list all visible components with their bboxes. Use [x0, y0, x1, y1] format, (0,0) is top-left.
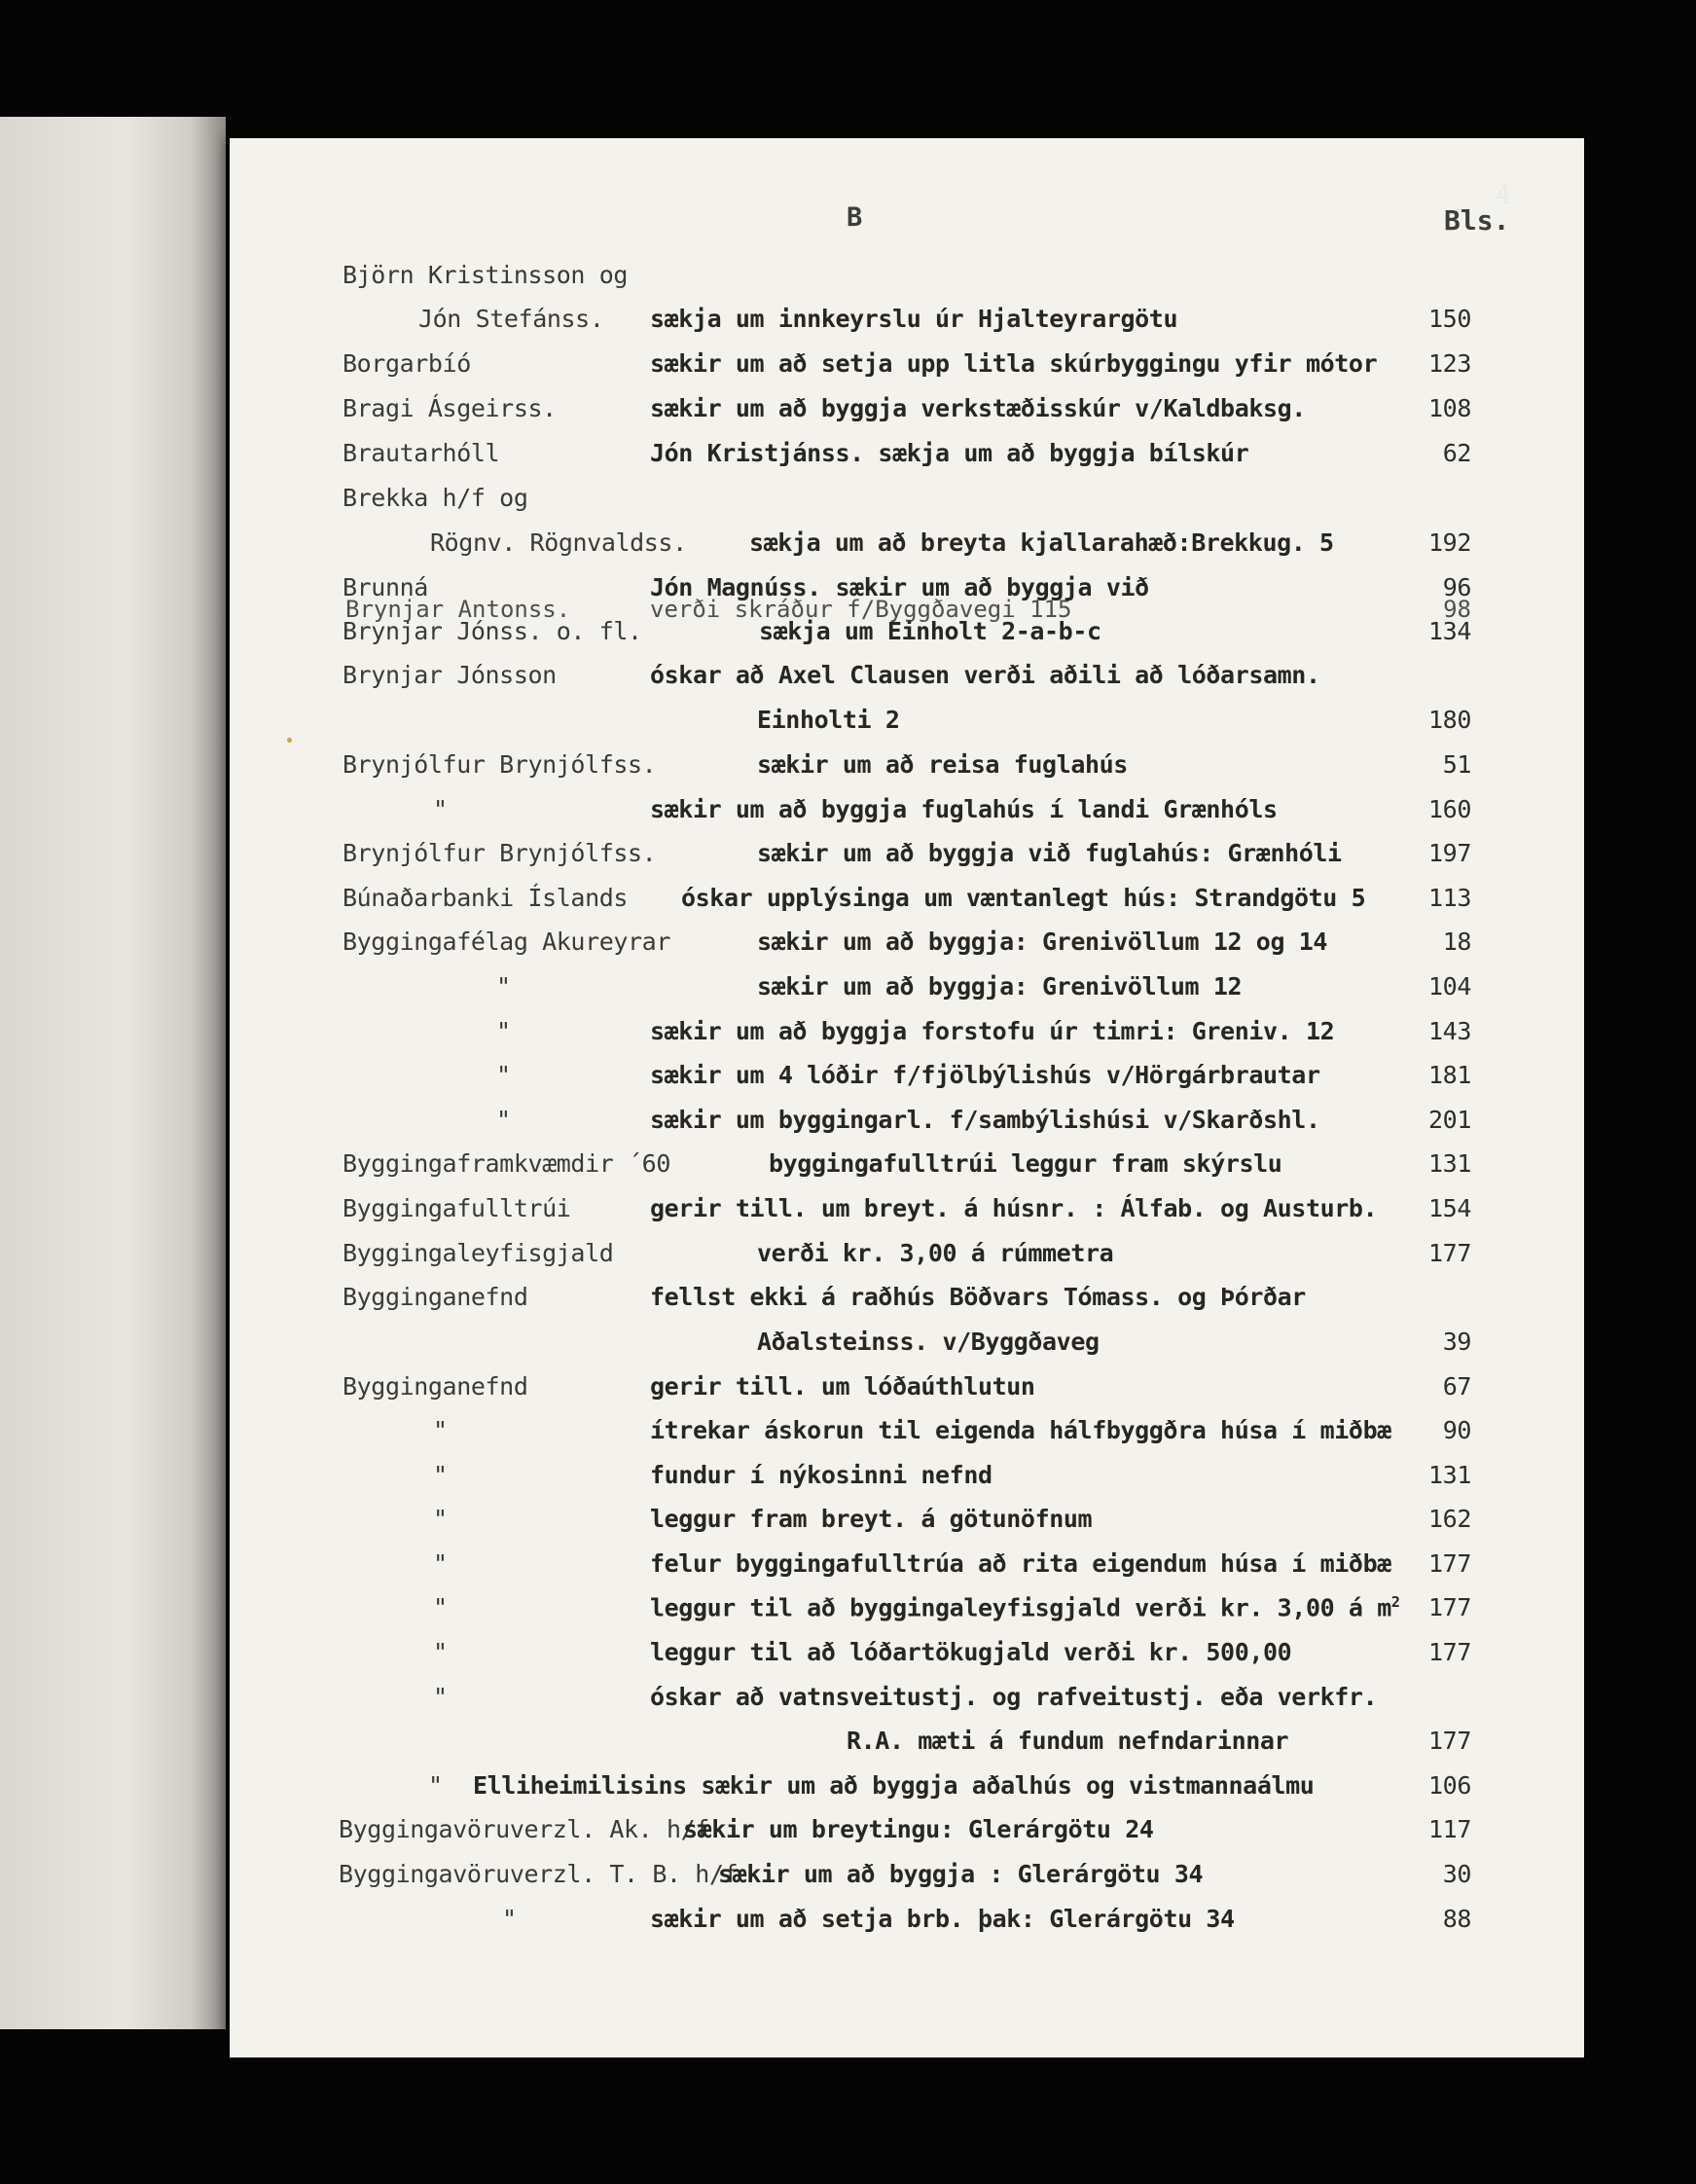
index-entry — [0, 1683, 1696, 1722]
entry-name: Byggingafulltrúi — [343, 1194, 571, 1222]
entry-page-number: 181 — [1428, 1061, 1471, 1089]
index-entry — [0, 1593, 1696, 1632]
entry-name: Borgarbíó — [343, 349, 471, 378]
index-entry — [0, 305, 1696, 344]
index-entry — [0, 750, 1696, 789]
page-number: 4 — [1496, 181, 1512, 210]
index-entry — [0, 706, 1696, 745]
entry-page-number: 104 — [1428, 972, 1471, 1001]
entry-page-number: 88 — [1442, 1905, 1471, 1933]
superscript-two: 2 — [1390, 1593, 1400, 1611]
entry-description: sækir um að byggja: Grenivöllum 12 og 14 — [757, 928, 1328, 956]
entry-name: " — [502, 1905, 517, 1933]
entry-name: Byggingaleyfisgjald — [343, 1239, 614, 1267]
entry-description: óskar upplýsinga um væntanlegt hús: Strandgötu 5 — [681, 884, 1366, 912]
entry-description: sækir um að byggja forstofu úr timri: Greniv. 12 — [650, 1017, 1335, 1045]
index-entry — [0, 1283, 1696, 1322]
index-entry — [0, 394, 1696, 433]
index-entry — [0, 439, 1696, 478]
entry-name: " — [433, 1593, 448, 1621]
entry-description: óskar að Axel Clausen verði aðili að lóðarsamn. — [650, 661, 1320, 689]
entry-name: " — [496, 1017, 511, 1045]
entry-name: " — [433, 1638, 448, 1666]
index-entry — [0, 661, 1696, 700]
entry-description: byggingafulltrúi leggur fram skýrslu — [769, 1149, 1282, 1178]
entry-page-number: 96 — [1442, 573, 1471, 601]
index-entry — [0, 972, 1696, 1011]
index-entry — [0, 1061, 1696, 1100]
entry-page-number: 106 — [1428, 1771, 1471, 1800]
entry-description: Elliheimilisins sækir um að byggja aðalhús og vistmannaálmu — [473, 1771, 1315, 1800]
index-entry — [0, 484, 1696, 523]
entry-name: " — [433, 1416, 448, 1444]
entry-name: " — [496, 972, 511, 1001]
entry-description: Aðalsteinss. v/Byggðaveg — [757, 1328, 1100, 1356]
entry-description: fundur í nýkosinni nefnd — [650, 1461, 992, 1489]
entry-description: sækir um að byggja verkstæðisskúr v/Kaldbaksg. — [650, 394, 1306, 422]
entry-description: gerir till. um lóðaúthlutun — [650, 1372, 1035, 1401]
entry-name: Bygginganefnd — [343, 1283, 528, 1311]
index-entry — [0, 928, 1696, 966]
entry-description: ítrekar áskorun til eigenda hálfbyggðra húsa í miðbæ — [650, 1416, 1391, 1444]
overlay-name: Brynjar Antonss. — [345, 596, 571, 623]
entry-page-number: 177 — [1428, 1638, 1471, 1666]
index-entry — [0, 1638, 1696, 1677]
entry-description: óskar að vatnsveitustj. og rafveitustj. eða verkfr. — [650, 1683, 1378, 1711]
index-entry — [0, 261, 1696, 300]
entry-name: Bygginganefnd — [343, 1372, 528, 1401]
entry-description: sækir um að byggja : Glerárgötu 34 — [718, 1860, 1204, 1888]
entry-page-number: 154 — [1428, 1194, 1471, 1222]
index-entry — [0, 1549, 1696, 1588]
entry-name: " — [433, 1683, 448, 1711]
entry-description: fellst ekki á raðhús Böðvars Tómass. og Þórðar — [650, 1283, 1306, 1311]
entry-name: Brynjólfur Brynjólfss. — [343, 839, 657, 867]
entry-name: Byggingafélag Akureyrar — [343, 928, 670, 956]
index-entry — [0, 1149, 1696, 1188]
entry-page-number: 201 — [1428, 1106, 1471, 1134]
overlay-page: 98 — [1443, 596, 1471, 623]
entry-description: leggur til að byggingaleyfisgjald verði kr. 3,00 á $m^2$ — [650, 1593, 1400, 1622]
entry-page-number: 123 — [1428, 349, 1471, 378]
section-letter: B — [847, 202, 863, 233]
index-entry — [0, 1905, 1696, 1944]
entry-page-number: 150 — [1428, 305, 1471, 333]
entry-description: felur byggingafulltrúa að rita eigendum húsa í miðbæ — [650, 1549, 1391, 1578]
entry-page-number: 177 — [1428, 1593, 1471, 1621]
entry-description: Jón Kristjánss. sækja um að byggja bílskúr — [650, 439, 1249, 467]
entry-name: Björn Kristinsson og — [343, 261, 629, 289]
entry-description: Einholti 2 — [757, 706, 900, 734]
entry-name: Byggingaframkvæmdir ´60 — [343, 1149, 670, 1178]
index-entry — [0, 1106, 1696, 1145]
entry-page-number: 134 — [1428, 617, 1471, 645]
entry-page-number: 143 — [1428, 1017, 1471, 1045]
entry-description: sækir um að setja upp litla skúrbyggingu yfir mótor — [650, 349, 1378, 378]
entry-page-number: 180 — [1428, 706, 1471, 734]
index-entry — [0, 1505, 1696, 1544]
entry-name: Brunná — [343, 573, 428, 601]
entry-page-number: 18 — [1442, 928, 1471, 956]
entry-page-number: 177 — [1428, 1549, 1471, 1578]
entry-name: " — [433, 1505, 448, 1533]
entry-description: leggur til að lóðartökugjald verði kr. 500,00 — [650, 1638, 1292, 1666]
index-entry — [0, 528, 1696, 567]
entry-description: gerir till. um breyt. á húsnr. : Álfab. og Austurb. — [650, 1194, 1378, 1222]
entry-page-number: 177 — [1428, 1727, 1471, 1755]
entry-name: Brynjar Jónss. o. fl. — [343, 617, 642, 645]
index-entry — [0, 795, 1696, 834]
entry-description: leggur fram breyt. á götunöfnum — [650, 1505, 1093, 1533]
index-entry — [0, 1727, 1696, 1765]
entry-description: R.A. mæti á fundum nefndarinnar — [847, 1727, 1289, 1755]
index-entry — [0, 1771, 1696, 1810]
index-entry — [0, 1461, 1696, 1500]
entry-page-number: 108 — [1428, 394, 1471, 422]
index-entry — [0, 1860, 1696, 1899]
entry-name: " — [496, 1106, 511, 1134]
index-entry — [0, 1017, 1696, 1056]
entry-page-number: 197 — [1428, 839, 1471, 867]
entry-page-number: 39 — [1442, 1328, 1471, 1356]
index-entry — [0, 1194, 1696, 1233]
entry-page-number: 67 — [1442, 1372, 1471, 1401]
index-entry — [0, 839, 1696, 878]
entry-description: sækir um að byggja við fuglahús: Grænhóli — [757, 839, 1342, 867]
overlay-entry — [0, 596, 1696, 629]
entry-name: Byggingavöruverzl. T. B. h/f — [339, 1860, 739, 1888]
entry-page-number: 131 — [1428, 1149, 1471, 1178]
entry-description: sækir um að reisa fuglahús — [757, 750, 1128, 779]
entry-name: " — [433, 1461, 448, 1489]
entry-name: Byggingavöruverzl. Ak. h/f — [339, 1815, 709, 1843]
entry-description: Jón Magnúss. sækir um að byggja við — [650, 573, 1149, 601]
entry-description: sækja um Einholt 2-a-b-c — [759, 617, 1101, 645]
entry-page-number: 192 — [1428, 528, 1471, 557]
entry-name: Brautarhóll — [343, 439, 500, 467]
entry-name: " — [433, 1549, 448, 1578]
entry-page-number: 113 — [1428, 884, 1471, 912]
entry-description: sækja um að breyta kjallarahæð:Brekkug. 5 — [749, 528, 1334, 557]
index-entry — [0, 349, 1696, 388]
entry-page-number: 90 — [1442, 1416, 1471, 1444]
index-entry — [0, 1815, 1696, 1854]
entry-description: sækir um breytingu: Glerárgötu 24 — [683, 1815, 1154, 1843]
overlay-desc: verði skráður f/Byggðavegi 115 — [650, 596, 1072, 623]
entry-page-number: 162 — [1428, 1505, 1471, 1533]
index-entry — [0, 884, 1696, 923]
index-entry — [0, 1328, 1696, 1366]
entry-page-number: 117 — [1428, 1815, 1471, 1843]
entry-name: Búnaðarbanki Íslands — [343, 884, 629, 912]
entry-name: Brynjar Jónsson — [343, 661, 557, 689]
entry-name: Brekka h/f og — [343, 484, 528, 512]
entry-description: sækir um 4 lóðir f/fjölbýlishús v/Hörgárbrautar — [650, 1061, 1320, 1089]
entry-description: sækir um að byggja: Grenivöllum 12 — [757, 972, 1243, 1001]
entry-name: " — [428, 1771, 443, 1800]
entry-description: verði kr. 3,00 á rúmmetra — [757, 1239, 1114, 1267]
entry-page-number: 160 — [1428, 795, 1471, 823]
page-column-label: Bls. — [1444, 204, 1510, 237]
entry-name: " — [496, 1061, 511, 1089]
entry-description: sækja um innkeyrslu úr Hjalteyrargötu — [650, 305, 1178, 333]
index-entry — [0, 1372, 1696, 1411]
entry-name: Rögnv. Rögnvaldss. — [430, 528, 687, 557]
index-entry — [0, 1416, 1696, 1455]
index-entry — [0, 1239, 1696, 1278]
entry-name: Brynjólfur Brynjólfss. — [343, 750, 657, 779]
entry-description: sækir um byggingarl. f/sambýlishúsi v/Skarðshl. — [650, 1106, 1320, 1134]
entry-name: " — [433, 795, 448, 823]
entry-page-number: 131 — [1428, 1461, 1471, 1489]
entry-page-number: 51 — [1442, 750, 1471, 779]
entry-name: Jón Stefánss. — [418, 305, 604, 333]
entry-name: Bragi Ásgeirss. — [343, 394, 557, 422]
entry-description: sækir um að setja brb. þak: Glerárgötu 34 — [650, 1905, 1235, 1933]
entry-page-number: 177 — [1428, 1239, 1471, 1267]
entry-page-number: 62 — [1442, 439, 1471, 467]
entry-page-number: 30 — [1442, 1860, 1471, 1888]
entry-description: sækir um að byggja fuglahús í landi Grænhóls — [650, 795, 1278, 823]
